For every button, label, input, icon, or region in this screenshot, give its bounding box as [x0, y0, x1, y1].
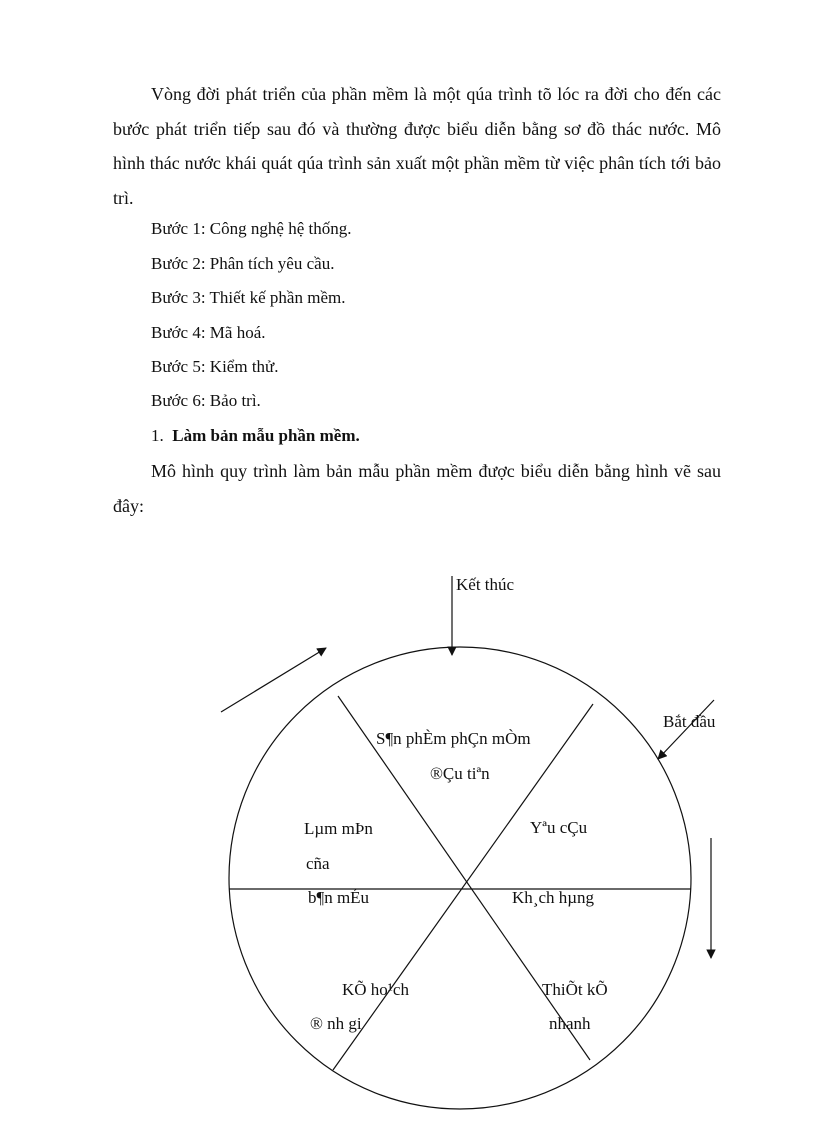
segment-upper-left-line1: Lµm mÞn	[304, 819, 373, 838]
end-label: Kết thúc	[456, 575, 515, 594]
section-number: 1.	[151, 426, 164, 445]
step-2: Bước 2: Phân tích yêu cầu.	[151, 254, 335, 273]
segment-bottom-right-line1: ThiÕt kÕ	[542, 980, 608, 999]
cycle-circle	[229, 647, 691, 1109]
start-label: Bắt đầu	[663, 712, 716, 731]
step-6: Bước 6: Bảo trì.	[151, 391, 261, 410]
step-5: Bước 5: Kiểm thử.	[151, 357, 279, 376]
segment-top-line1: S¶n phÈm phÇn mÒm	[376, 729, 531, 748]
step-4: Bước 4: Mã hoá.	[151, 323, 266, 342]
segment-lower-right-top: Kh¸ch hµng	[512, 888, 595, 907]
segment-upper-left-line2: cña	[306, 854, 330, 873]
segment-upper-right: Yªu cÇu	[530, 818, 588, 837]
segment-bottom-right-line2: nhanh	[549, 1014, 591, 1033]
step-3: Bước 3: Thiết kế phần mềm.	[151, 288, 346, 307]
intro-paragraph: Vòng đời phát triển của phần mềm là một qúa trình tõ lóc ra đời cho đến các bước phát triển tiếp sau đó và thường được biểu diễn bằng sơ đồ thác nước. Mô hình thác nước khái quát qúa trình sản xuất một phần mềm từ việc phân tích tới bảo trì.	[113, 84, 721, 208]
segment-top-line2: ®Çu tiªn	[430, 764, 490, 783]
section-title: Làm bản mẫu phần mềm.	[172, 426, 360, 445]
prototype-cycle-diagram	[0, 540, 816, 1123]
step-1: Bước 1: Công nghệ hệ thống.	[151, 219, 352, 238]
segment-bottom-left-line1: KÕ ho¹ch	[342, 980, 409, 999]
diagram-intro-paragraph: Mô hình quy trình làm bản mẫu phần mềm được biểu diễn bằng hình vẽ sau đây:	[113, 461, 721, 516]
section-heading	[151, 426, 360, 446]
diagonal-divider-a	[338, 696, 590, 1060]
segment-upper-left-line3: b¶n mÉu	[308, 888, 370, 907]
segment-bottom-left-line2: ® nh gi	[310, 1014, 362, 1033]
